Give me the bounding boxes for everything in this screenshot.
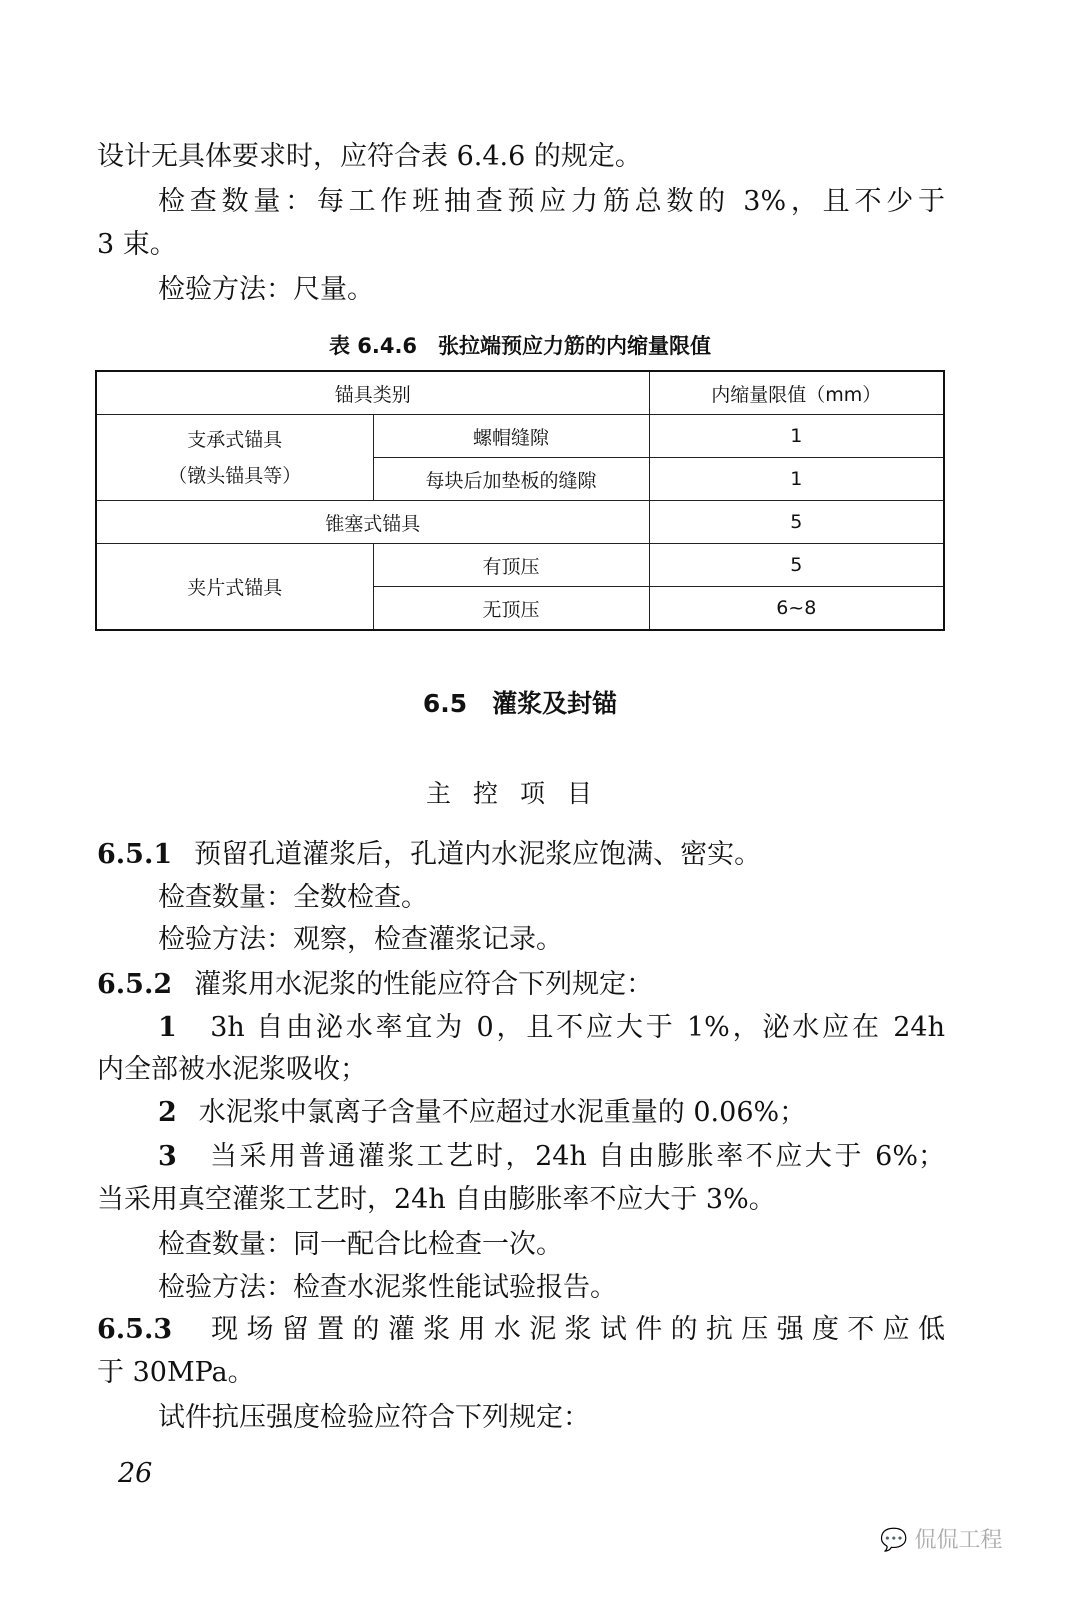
subtype-cell: 无顶压 xyxy=(373,587,649,631)
item-number: 3 xyxy=(158,1141,177,1172)
item-number: 2 xyxy=(158,1097,177,1128)
value-cell: 6~8 xyxy=(649,587,944,631)
category-note: （镦头锚具等） xyxy=(168,464,302,487)
header-cell: 内缩量限值（mm） xyxy=(649,371,944,415)
wechat-icon: 💬 xyxy=(880,1528,908,1553)
clause-6-5-2 xyxy=(97,968,653,1002)
text-line: 试件抗压强度检验应符合下列规定： xyxy=(158,1402,590,1433)
subtype-cell: 螺帽缝隙 xyxy=(373,415,649,458)
category-cell xyxy=(96,415,373,501)
header-cell: 锚具类别 xyxy=(96,371,649,415)
text-line: 检查数量：同一配合比检查一次。 xyxy=(158,1229,563,1260)
value-cell: 1 xyxy=(649,415,944,458)
category-cell: 夹片式锚具 xyxy=(96,544,373,631)
text-line: 当采用真空灌浆工艺时，24h 自由膨胀率不应大于 3%。 xyxy=(97,1184,776,1215)
clause-text: 现场留置的灌浆用水泥浆试件的抗压强度不应低 xyxy=(211,1314,945,1345)
clause-text: 灌浆用水泥浆的性能应符合下列规定： xyxy=(194,969,654,1000)
section-heading: 6.5 灌浆及封锚 xyxy=(422,689,618,718)
table-row xyxy=(96,544,944,587)
text-line: 检查数量：每工作班抽查预应力筋总数的 3%，且不少于 xyxy=(158,186,945,217)
clause-number: 6.5.1 xyxy=(97,839,173,870)
subsection-heading: 主控项目 xyxy=(425,779,614,808)
item-number: 1 xyxy=(158,1012,177,1043)
list-item xyxy=(158,1140,945,1174)
clause-number: 6.5.2 xyxy=(97,969,173,1000)
text-line: 内全部被水泥浆吸收； xyxy=(97,1054,367,1085)
value-cell: 1 xyxy=(649,458,944,501)
text-line: 检验方法：检查水泥浆性能试验报告。 xyxy=(158,1272,617,1303)
watermark xyxy=(880,1523,1002,1554)
item-text: 3h 自由泌水率宜为 0，且不应大于 1%，泌水应在 24h xyxy=(210,1012,945,1043)
clause-text: 预留孔道灌浆后，孔道内水泥浆应饱满、密实。 xyxy=(194,839,762,870)
table-row xyxy=(96,415,944,458)
text-line: 3 束。 xyxy=(97,229,177,260)
watermark-text: 侃侃工程 xyxy=(914,1528,1003,1553)
page-number: 26 xyxy=(118,1458,153,1489)
clause-6-5-3 xyxy=(97,1313,945,1347)
item-text: 水泥浆中氯离子含量不应超过水泥重量的 0.06%； xyxy=(198,1097,807,1128)
list-item xyxy=(158,1011,945,1045)
subtype-cell: 每块后加垫板的缝隙 xyxy=(373,458,649,501)
shrinkage-limit-table xyxy=(95,370,945,631)
text-line: 检验方法：尺量。 xyxy=(158,274,374,305)
text-line: 于 30MPa。 xyxy=(97,1357,255,1388)
text-line: 检验方法：观察，检查灌浆记录。 xyxy=(158,924,563,955)
category-name: 支承式锚具 xyxy=(187,428,283,451)
value-cell: 5 xyxy=(649,544,944,587)
text-line: 检查数量：全数检查。 xyxy=(158,882,428,913)
item-text: 当采用普通灌浆工艺时，24h 自由膨胀率不应大于 6%； xyxy=(209,1141,945,1172)
clause-number: 6.5.3 xyxy=(97,1314,173,1345)
clause-6-5-1 xyxy=(97,838,761,872)
table-caption: 表 6.4.6 张拉端预应力筋的内缩量限值 xyxy=(328,334,712,358)
table-header-row xyxy=(96,371,944,415)
category-cell: 锥塞式锚具 xyxy=(96,501,649,544)
value-cell: 5 xyxy=(649,501,944,544)
list-item xyxy=(158,1096,806,1130)
subtype-cell: 有顶压 xyxy=(373,544,649,587)
table-row xyxy=(96,501,944,544)
text-line: 设计无具体要求时，应符合表 6.4.6 的规定。 xyxy=(97,141,642,172)
